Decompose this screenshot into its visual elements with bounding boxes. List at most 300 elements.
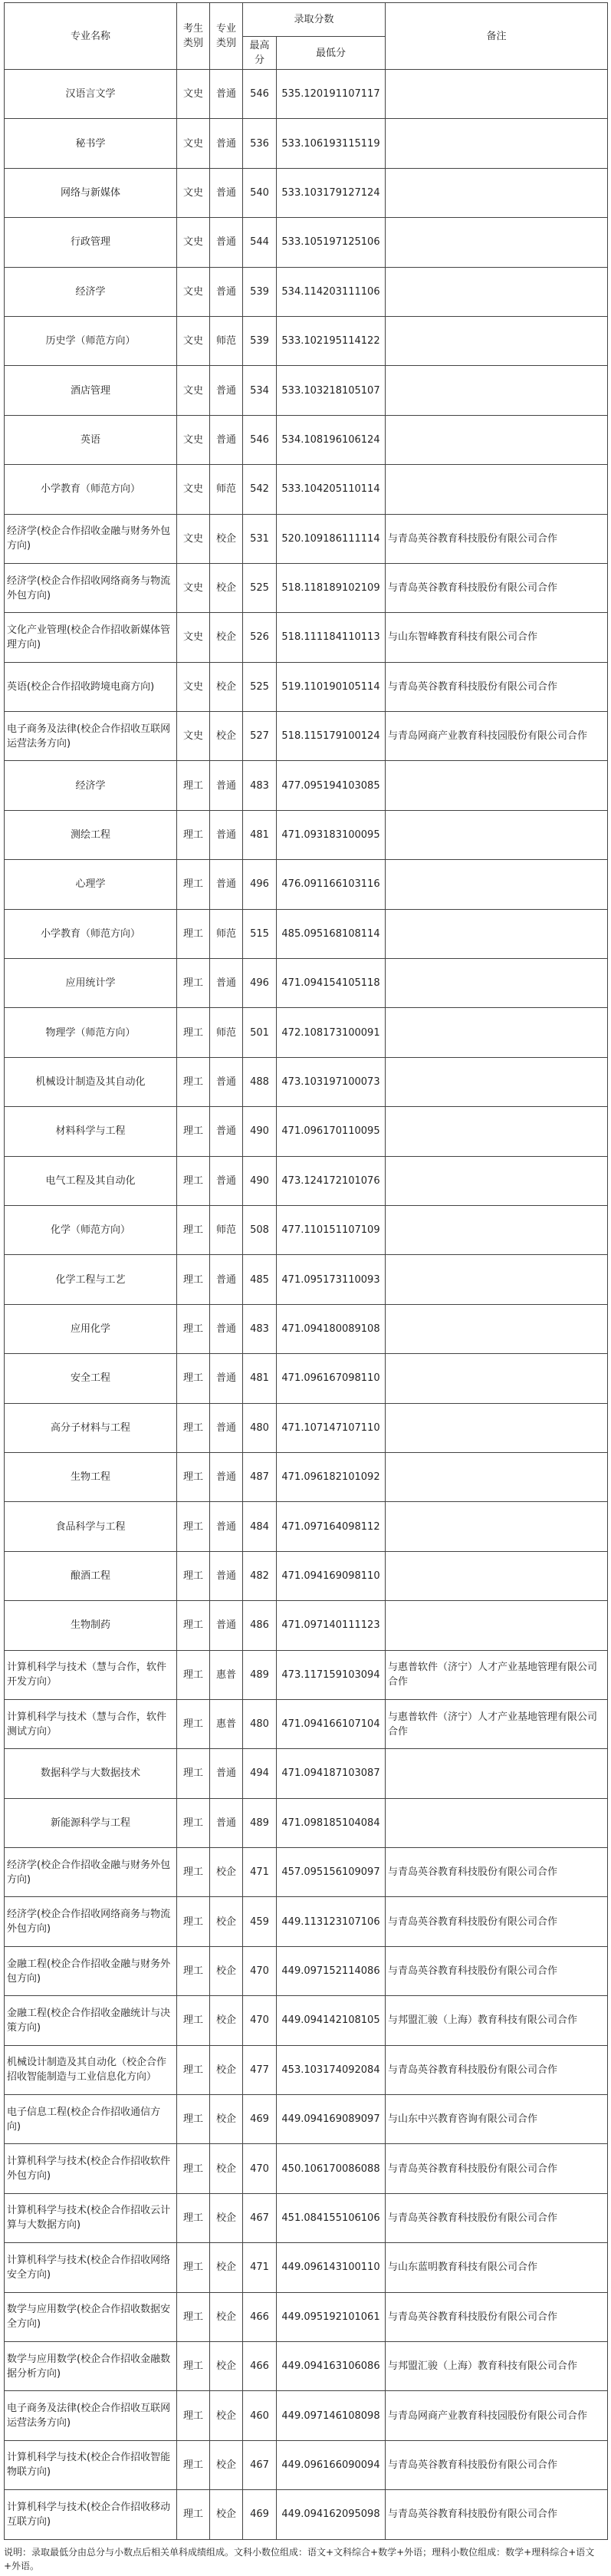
cell-major: 电子信息工程(校企合作招收通信方向) — [5, 2095, 177, 2144]
table-row — [5, 810, 608, 859]
cell-min-score: 476.091166103116 — [277, 860, 386, 909]
header-min: 最低分 — [277, 37, 386, 70]
cell-category: 理工 — [177, 1996, 210, 2045]
cell-type: 普通 — [210, 1403, 243, 1452]
table-row — [5, 761, 608, 810]
cell-note: 与青岛英谷教育科技股份有限公司合作 — [386, 662, 608, 711]
cell-type: 校企 — [210, 2243, 243, 2292]
cell-max-score: 539 — [243, 316, 277, 365]
cell-note — [386, 267, 608, 316]
cell-major: 网络与新媒体 — [5, 168, 177, 217]
cell-min-score: 473.117159103094 — [277, 1650, 386, 1699]
cell-major: 计算机科学与技术(校企合作招收智能物联方向) — [5, 2440, 177, 2489]
cell-note: 与青岛英谷教育科技股份有限公司合作 — [386, 563, 608, 612]
cell-major: 材料科学与工程 — [5, 1107, 177, 1156]
cell-note: 与山东智峰教育科技有限公司合作 — [386, 613, 608, 662]
cell-note: 与青岛英谷教育科技股份有限公司合作 — [386, 2144, 608, 2193]
cell-major: 英语 — [5, 415, 177, 464]
table-row — [5, 366, 608, 415]
cell-note — [386, 366, 608, 415]
cell-max-score: 471 — [243, 2243, 277, 2292]
cell-max-score: 460 — [243, 2391, 277, 2440]
table-row — [5, 1996, 608, 2045]
cell-category: 文史 — [177, 563, 210, 612]
cell-min-score: 534.108196106124 — [277, 415, 386, 464]
table-body — [5, 70, 608, 2540]
cell-type: 校企 — [210, 2193, 243, 2242]
cell-type: 校企 — [210, 2341, 243, 2390]
cell-category: 文史 — [177, 316, 210, 365]
cell-major: 机械设计制造及其自动化 — [5, 1057, 177, 1106]
cell-major: 安全工程 — [5, 1354, 177, 1403]
cell-category: 理工 — [177, 2341, 210, 2390]
cell-note — [386, 1107, 608, 1156]
cell-major: 酿酒工程 — [5, 1551, 177, 1600]
cell-max-score: 482 — [243, 1551, 277, 1600]
cell-category: 理工 — [177, 1255, 210, 1304]
cell-min-score: 471.094154105118 — [277, 959, 386, 1008]
cell-max-score: 469 — [243, 2095, 277, 2144]
cell-category: 理工 — [177, 1354, 210, 1403]
table-row — [5, 465, 608, 514]
cell-type: 普通 — [210, 860, 243, 909]
cell-type: 校企 — [210, 2144, 243, 2193]
cell-note: 与山东中兴教育咨询有限公司合作 — [386, 2095, 608, 2144]
cell-major: 汉语言文学 — [5, 70, 177, 119]
cell-max-score: 467 — [243, 2193, 277, 2242]
cell-min-score: 518.111184110113 — [277, 613, 386, 662]
table-row — [5, 514, 608, 563]
cell-type: 普通 — [210, 267, 243, 316]
cell-max-score: 494 — [243, 1749, 277, 1798]
cell-major: 化学工程与工艺 — [5, 1255, 177, 1304]
table-row — [5, 1798, 608, 1847]
cell-max-score: 531 — [243, 514, 277, 563]
cell-min-score: 449.094162095098 — [277, 2490, 386, 2539]
cell-note: 与山东蓝明教育科技有限公司合作 — [386, 2243, 608, 2292]
table-row — [5, 1502, 608, 1551]
cell-category: 理工 — [177, 1798, 210, 1847]
cell-category: 理工 — [177, 2095, 210, 2144]
cell-major: 测绘工程 — [5, 810, 177, 859]
cell-min-score: 518.118189102109 — [277, 563, 386, 612]
cell-max-score: 483 — [243, 761, 277, 810]
cell-min-score: 471.096167098110 — [277, 1354, 386, 1403]
cell-major: 应用化学 — [5, 1304, 177, 1353]
cell-min-score: 471.096170110095 — [277, 1107, 386, 1156]
cell-max-score: 546 — [243, 415, 277, 464]
table-row — [5, 2193, 608, 2242]
cell-note: 与惠普软件（济宁）人才产业基地管理有限公司合作 — [386, 1650, 608, 1699]
header-note: 备注 — [386, 3, 608, 70]
table-row — [5, 267, 608, 316]
cell-major: 秘书学 — [5, 119, 177, 168]
cell-type: 普通 — [210, 1255, 243, 1304]
cell-type: 普通 — [210, 1551, 243, 1600]
table-row — [5, 1946, 608, 1995]
cell-min-score: 471.093183100095 — [277, 810, 386, 859]
cell-type: 普通 — [210, 810, 243, 859]
cell-major: 英语(校企合作招收跨境电商方向) — [5, 662, 177, 711]
cell-max-score: 489 — [243, 1650, 277, 1699]
table-row — [5, 218, 608, 267]
cell-category: 理工 — [177, 1452, 210, 1501]
cell-major: 新能源科学与工程 — [5, 1798, 177, 1847]
table-row — [5, 1452, 608, 1501]
cell-max-score: 469 — [243, 2490, 277, 2539]
table-row — [5, 1601, 608, 1650]
cell-note — [386, 1452, 608, 1501]
cell-major: 化学（师范方向） — [5, 1205, 177, 1254]
cell-type: 校企 — [210, 662, 243, 711]
table-row — [5, 662, 608, 711]
cell-category: 理工 — [177, 2490, 210, 2539]
cell-min-score: 453.103174092084 — [277, 2045, 386, 2094]
cell-max-score: 470 — [243, 2144, 277, 2193]
cell-min-score: 533.103179127124 — [277, 168, 386, 217]
cell-type: 普通 — [210, 1798, 243, 1847]
cell-category: 理工 — [177, 1156, 210, 1205]
cell-major: 电气工程及其自动化 — [5, 1156, 177, 1205]
cell-type: 普通 — [210, 1749, 243, 1798]
cell-major: 计算机科学与技术（慧与合作，软件开发方向） — [5, 1650, 177, 1699]
cell-major: 文化产业管理(校企合作招收新媒体管理方向) — [5, 613, 177, 662]
table-row — [5, 1008, 608, 1057]
cell-category: 理工 — [177, 1749, 210, 1798]
cell-max-score: 489 — [243, 1798, 277, 1847]
cell-type: 普通 — [210, 119, 243, 168]
cell-category: 理工 — [177, 1897, 210, 1946]
table-row — [5, 2391, 608, 2440]
cell-major: 经济学 — [5, 761, 177, 810]
table-row — [5, 2490, 608, 2539]
cell-major: 食品科学与工程 — [5, 1502, 177, 1551]
cell-category: 理工 — [177, 2243, 210, 2292]
table-row — [5, 316, 608, 365]
table-row — [5, 2243, 608, 2292]
cell-min-score: 450.106170086088 — [277, 2144, 386, 2193]
cell-type: 普通 — [210, 1601, 243, 1650]
cell-note — [386, 909, 608, 958]
cell-note — [386, 316, 608, 365]
cell-min-score: 473.124172101076 — [277, 1156, 386, 1205]
cell-category: 理工 — [177, 1057, 210, 1106]
cell-min-score: 449.094163106086 — [277, 2341, 386, 2390]
cell-note: 与惠普软件（济宁）人才产业基地管理有限公司合作 — [386, 1699, 608, 1748]
cell-max-score: 477 — [243, 2045, 277, 2094]
cell-note — [386, 860, 608, 909]
cell-note — [386, 168, 608, 217]
cell-max-score: 525 — [243, 662, 277, 711]
header-type: 专业类别 — [210, 3, 243, 70]
cell-major: 计算机科学与技术(校企合作招收网络安全方向) — [5, 2243, 177, 2292]
cell-min-score: 471.095173110093 — [277, 1255, 386, 1304]
cell-category: 理工 — [177, 860, 210, 909]
cell-max-score: 480 — [243, 1699, 277, 1748]
cell-category: 理工 — [177, 909, 210, 958]
cell-type: 校企 — [210, 514, 243, 563]
cell-min-score: 533.106193115119 — [277, 119, 386, 168]
cell-major: 机械设计制造及其自动化（校企合作招收智能制造与工业信息化方向） — [5, 2045, 177, 2094]
cell-max-score: 540 — [243, 168, 277, 217]
table-row — [5, 168, 608, 217]
cell-category: 文史 — [177, 119, 210, 168]
cell-type: 校企 — [210, 2490, 243, 2539]
cell-min-score: 485.095168108114 — [277, 909, 386, 958]
cell-min-score: 533.102195114122 — [277, 316, 386, 365]
cell-max-score: 480 — [243, 1403, 277, 1452]
cell-min-score: 449.097146108098 — [277, 2391, 386, 2440]
table-row — [5, 1107, 608, 1156]
cell-max-score: 508 — [243, 1205, 277, 1254]
cell-min-score: 449.096166090094 — [277, 2440, 386, 2489]
cell-category: 理工 — [177, 1205, 210, 1254]
header-score-group: 录取分数 — [243, 3, 386, 37]
cell-min-score: 534.114203111106 — [277, 267, 386, 316]
cell-note: 与邦盟汇骏（上海）教育科技有限公司合作 — [386, 1996, 608, 2045]
cell-major: 数据科学与大数据技术 — [5, 1749, 177, 1798]
cell-note — [386, 119, 608, 168]
cell-category: 理工 — [177, 1650, 210, 1699]
cell-category: 理工 — [177, 1551, 210, 1600]
cell-type: 普通 — [210, 1156, 243, 1205]
cell-category: 理工 — [177, 959, 210, 1008]
cell-min-score: 477.110151107109 — [277, 1205, 386, 1254]
cell-max-score: 487 — [243, 1452, 277, 1501]
cell-note — [386, 1601, 608, 1650]
cell-major: 生物制药 — [5, 1601, 177, 1650]
cell-major: 小学教育（师范方向） — [5, 465, 177, 514]
cell-max-score: 459 — [243, 1897, 277, 1946]
cell-max-score: 527 — [243, 712, 277, 761]
cell-type: 师范 — [210, 1008, 243, 1057]
cell-max-score: 467 — [243, 2440, 277, 2489]
cell-type: 校企 — [210, 1848, 243, 1897]
cell-max-score: 501 — [243, 1008, 277, 1057]
cell-min-score: 449.094142108105 — [277, 1996, 386, 2045]
cell-category: 文史 — [177, 267, 210, 316]
cell-note — [386, 1205, 608, 1254]
cell-note — [386, 810, 608, 859]
cell-category: 理工 — [177, 1946, 210, 1995]
cell-min-score: 451.084155106106 — [277, 2193, 386, 2242]
cell-category: 理工 — [177, 1601, 210, 1650]
cell-type: 普通 — [210, 1502, 243, 1551]
table-row — [5, 2292, 608, 2341]
footnote: 说明：录取最低分由总分与小数点后相关单科成绩组成。文科小数位组成：语文+文科综合+数学+外语；理科小数位组成：数学+理科综合+语文+外语。 — [4, 2547, 595, 2571]
cell-major: 电子商务及法律(校企合作招收互联网运营法务方向) — [5, 2391, 177, 2440]
cell-category: 理工 — [177, 2391, 210, 2440]
cell-note: 与青岛英谷教育科技股份有限公司合作 — [386, 1946, 608, 1995]
cell-major: 数学与应用数学(校企合作招收数据安全方向) — [5, 2292, 177, 2341]
table-row — [5, 860, 608, 909]
cell-min-score: 449.095192101061 — [277, 2292, 386, 2341]
table-row — [5, 1205, 608, 1254]
cell-note: 与青岛英谷教育科技股份有限公司合作 — [386, 2193, 608, 2242]
cell-major: 金融工程(校企合作招收金融与财务外包方向) — [5, 1946, 177, 1995]
cell-type: 普通 — [210, 1304, 243, 1353]
cell-min-score: 520.109186111114 — [277, 514, 386, 563]
cell-type: 普通 — [210, 959, 243, 1008]
cell-min-score: 471.094180089108 — [277, 1304, 386, 1353]
cell-type: 师范 — [210, 465, 243, 514]
cell-note — [386, 70, 608, 119]
cell-max-score: 544 — [243, 218, 277, 267]
cell-max-score: 466 — [243, 2341, 277, 2390]
cell-major: 经济学(校企合作招收网络商务与物流外包方向) — [5, 563, 177, 612]
cell-note — [386, 415, 608, 464]
cell-major: 计算机科学与技术(校企合作招收移动互联方向) — [5, 2490, 177, 2539]
cell-max-score: 496 — [243, 860, 277, 909]
cell-category: 理工 — [177, 2193, 210, 2242]
table-row — [5, 1650, 608, 1699]
cell-major: 计算机科学与技术（慧与合作，软件测试方向） — [5, 1699, 177, 1748]
cell-type: 校企 — [210, 2095, 243, 2144]
table-row — [5, 119, 608, 168]
cell-note — [386, 1255, 608, 1304]
cell-note — [386, 959, 608, 1008]
table-row — [5, 909, 608, 958]
cell-note: 与青岛英谷教育科技股份有限公司合作 — [386, 2292, 608, 2341]
cell-category: 理工 — [177, 810, 210, 859]
cell-min-score: 533.105197125106 — [277, 218, 386, 267]
cell-major: 数学与应用数学(校企合作招收金融数据分析方向) — [5, 2341, 177, 2390]
cell-max-score: 539 — [243, 267, 277, 316]
table-row — [5, 563, 608, 612]
cell-major: 经济学(校企合作招收网络商务与物流外包方向) — [5, 1897, 177, 1946]
cell-max-score: 470 — [243, 1946, 277, 1995]
cell-major: 酒店管理 — [5, 366, 177, 415]
cell-category: 理工 — [177, 1502, 210, 1551]
cell-note: 与青岛英谷教育科技股份有限公司合作 — [386, 514, 608, 563]
cell-min-score: 518.115179100124 — [277, 712, 386, 761]
cell-note: 与青岛英谷教育科技股份有限公司合作 — [386, 2490, 608, 2539]
cell-type: 校企 — [210, 2045, 243, 2094]
cell-note — [386, 1403, 608, 1452]
cell-min-score: 471.096182101092 — [277, 1452, 386, 1501]
cell-note — [386, 465, 608, 514]
cell-type: 普通 — [210, 1057, 243, 1106]
cell-note: 与青岛英谷教育科技股份有限公司合作 — [386, 2440, 608, 2489]
cell-note — [386, 1502, 608, 1551]
cell-note — [386, 1008, 608, 1057]
cell-min-score: 477.095194103085 — [277, 761, 386, 810]
cell-min-score: 449.113123107106 — [277, 1897, 386, 1946]
table-row — [5, 1848, 608, 1897]
cell-category: 文史 — [177, 415, 210, 464]
cell-category: 理工 — [177, 1107, 210, 1156]
cell-min-score: 472.108173100091 — [277, 1008, 386, 1057]
cell-major: 金融工程(校企合作招收金融统计与决策方向) — [5, 1996, 177, 2045]
cell-type: 师范 — [210, 909, 243, 958]
cell-note — [386, 1798, 608, 1847]
table-row — [5, 2045, 608, 2094]
cell-major: 生物工程 — [5, 1452, 177, 1501]
cell-note — [386, 1749, 608, 1798]
cell-type: 校企 — [210, 2292, 243, 2341]
cell-max-score: 466 — [243, 2292, 277, 2341]
cell-min-score: 471.098185104084 — [277, 1798, 386, 1847]
cell-major: 计算机科学与技术(校企合作招收软件外包方向) — [5, 2144, 177, 2193]
cell-category: 理工 — [177, 2440, 210, 2489]
cell-min-score: 471.094166107104 — [277, 1699, 386, 1748]
cell-max-score: 483 — [243, 1304, 277, 1353]
cell-max-score: 546 — [243, 70, 277, 119]
cell-min-score: 471.107147107110 — [277, 1403, 386, 1452]
cell-type: 惠普 — [210, 1699, 243, 1748]
cell-min-score: 471.097140111123 — [277, 1601, 386, 1650]
cell-category: 理工 — [177, 1403, 210, 1452]
cell-min-score: 449.097152114086 — [277, 1946, 386, 1995]
cell-type: 师范 — [210, 316, 243, 365]
cell-type: 校企 — [210, 1897, 243, 1946]
cell-major: 经济学(校企合作招收金融与财务外包方向) — [5, 1848, 177, 1897]
cell-min-score: 457.095156109097 — [277, 1848, 386, 1897]
cell-category: 理工 — [177, 1304, 210, 1353]
cell-type: 惠普 — [210, 1650, 243, 1699]
cell-major: 经济学 — [5, 267, 177, 316]
cell-category: 文史 — [177, 70, 210, 119]
cell-category: 理工 — [177, 761, 210, 810]
cell-major: 电子商务及法律(校企合作招收互联网运营法务方向) — [5, 712, 177, 761]
table-row — [5, 2144, 608, 2193]
cell-major: 物理学（师范方向） — [5, 1008, 177, 1057]
table-row — [5, 415, 608, 464]
cell-major: 计算机科学与技术(校企合作招收云计算与大数据方向) — [5, 2193, 177, 2242]
cell-type: 普通 — [210, 168, 243, 217]
cell-max-score: 534 — [243, 366, 277, 415]
table-row — [5, 1255, 608, 1304]
cell-category: 理工 — [177, 1008, 210, 1057]
cell-type: 校企 — [210, 613, 243, 662]
cell-category: 文史 — [177, 168, 210, 217]
cell-note: 与青岛网商产业教育科技园股份有限公司合作 — [386, 2391, 608, 2440]
cell-category: 文史 — [177, 366, 210, 415]
cell-type: 普通 — [210, 366, 243, 415]
cell-major: 历史学（师范方向） — [5, 316, 177, 365]
cell-type: 普通 — [210, 761, 243, 810]
cell-major: 行政管理 — [5, 218, 177, 267]
cell-note: 与邦盟汇骏（上海）教育科技有限公司合作 — [386, 2341, 608, 2390]
header-category: 考生类别 — [177, 3, 210, 70]
table-row — [5, 2095, 608, 2144]
header-major: 专业名称 — [5, 3, 177, 70]
cell-max-score: 488 — [243, 1057, 277, 1106]
cell-type: 校企 — [210, 2391, 243, 2440]
cell-min-score: 533.103218105107 — [277, 366, 386, 415]
cell-note — [386, 761, 608, 810]
table-row — [5, 1403, 608, 1452]
cell-min-score: 471.094187103087 — [277, 1749, 386, 1798]
cell-type: 校企 — [210, 712, 243, 761]
table-row — [5, 2341, 608, 2390]
cell-min-score: 449.096143100110 — [277, 2243, 386, 2292]
cell-max-score: 526 — [243, 613, 277, 662]
cell-max-score: 515 — [243, 909, 277, 958]
table-row — [5, 2440, 608, 2489]
cell-max-score: 484 — [243, 1502, 277, 1551]
cell-min-score: 471.094169098110 — [277, 1551, 386, 1600]
cell-max-score: 536 — [243, 119, 277, 168]
cell-major: 小学教育（师范方向） — [5, 909, 177, 958]
cell-type: 师范 — [210, 1205, 243, 1254]
cell-type: 普通 — [210, 70, 243, 119]
table-row — [5, 1304, 608, 1353]
cell-category: 文史 — [177, 218, 210, 267]
cell-max-score: 485 — [243, 1255, 277, 1304]
table-row — [5, 1897, 608, 1946]
cell-max-score: 471 — [243, 1848, 277, 1897]
